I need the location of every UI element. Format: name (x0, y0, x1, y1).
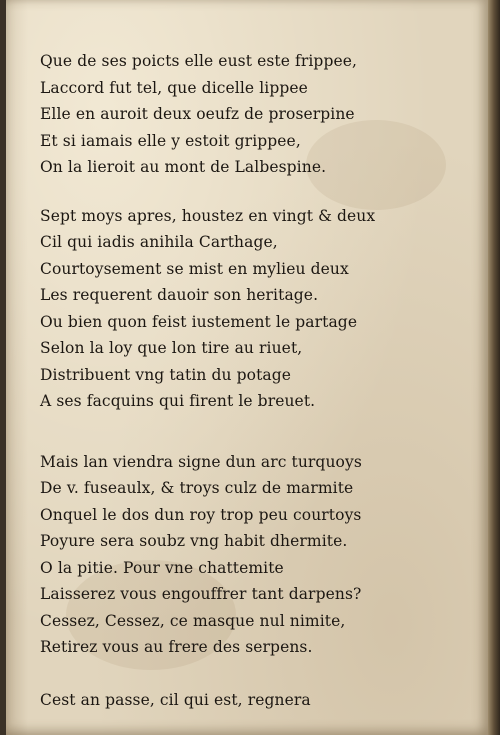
verse-line: Courtoysement se mist en mylieu deux (40, 259, 349, 278)
verse-line: O la pitie. Pour vne chattemite (40, 558, 284, 577)
verse-line: Et si iamais elle y estoit grippee, (40, 131, 301, 150)
verse-line: Les requerent dauoir son heritage. (40, 286, 319, 304)
verse-line: Onquel le dos dun roy trop peu courtoys (40, 505, 362, 524)
stanza-2 (40, 203, 460, 415)
verse-line: A ses facquins qui firent le breuet. (40, 392, 316, 410)
verse-line: Sept moys apres, houstez en vingt & deux (40, 206, 376, 225)
verse-line: De v. fuseaulx, & troys culz de marmite (40, 479, 354, 497)
closing-line: Cest an passe, cil qui est, regnera (40, 690, 311, 709)
stanza-3 (40, 449, 460, 661)
verse-line: Mais lan viendra signe dun arc turquoys (40, 452, 362, 471)
verse-line: Retirez vous au frere des serpens. (40, 638, 313, 656)
verse-line: Ou bien quon feist iustement le partage (40, 312, 358, 331)
verse-line: Elle en auroit deux oeufz de proserpine (40, 105, 355, 123)
page-edge (488, 0, 500, 735)
verse-line: Laisserez vous engouffrer tant darpens? (40, 585, 362, 603)
verse-line: Cessez, Cessez, ce masque nul nimite, (40, 611, 346, 630)
verse-line: Laccord fut tel, que dicelle lippee (40, 78, 308, 97)
poem-text (40, 48, 460, 713)
stanza-gap (40, 661, 460, 687)
verse-line: Cil qui iadis anihila Carthage, (40, 233, 278, 251)
verse-line: On la lieroit au mont de Lalbespine. (40, 158, 327, 176)
verse-line: Selon la loy que lon tire au riuet, (40, 339, 303, 357)
stanza-1 (40, 48, 460, 181)
verse-line: Poyure sera soubz vng habit dhermite. (40, 532, 348, 550)
verse-line: Distribuent vng tatin du potage (40, 365, 292, 384)
verse-line: Que de ses poicts elle eust este frippee, (40, 52, 358, 70)
stanza-gap (40, 415, 460, 449)
stanza-gap (40, 181, 460, 203)
